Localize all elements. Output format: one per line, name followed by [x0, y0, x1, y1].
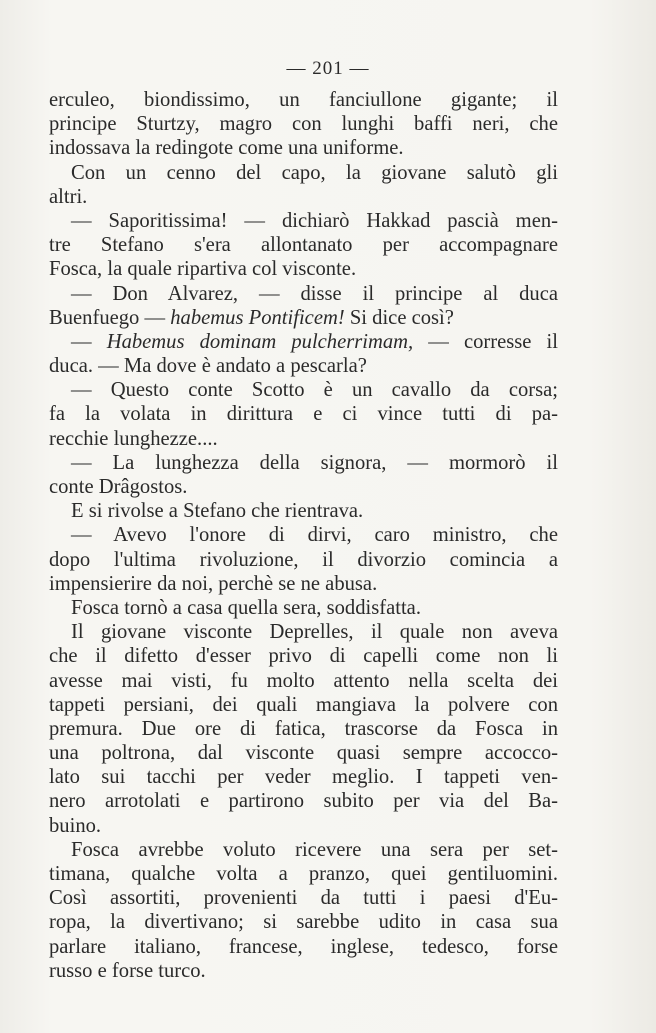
text-line: principe Sturtzy, magro con lunghi baffi neri, che	[49, 113, 558, 136]
text-line: Fosca, la quale ripartiva col visconte.	[49, 258, 357, 281]
text-line: Così assortiti, provenienti da tutti i paesi d'Eu-	[49, 887, 558, 910]
italic-latin-phrase: habemus Pontificem!	[170, 306, 345, 329]
text-line: Fosca tornò a casa quella sera, soddisfatta.	[71, 596, 421, 619]
text-line: lato sui tacchi per veder meglio. I tappeti ven-	[49, 766, 558, 789]
text-segment: —	[71, 330, 107, 353]
text-line: conte Drâgostos.	[49, 476, 188, 498]
text-line: — Don Alvarez, — disse il principe al duca	[71, 282, 558, 305]
text-line: avesse mai visti, fu molto attento nella scelta dei	[49, 669, 558, 692]
text-line: E si rivolse a Stefano che rientrava.	[71, 500, 364, 523]
text-line: fa la volata in dirittura e ci vince tutti di pa-	[49, 403, 558, 426]
text-line: — Avevo l'onore di dirvi, caro ministro, che	[71, 524, 558, 547]
text-line: parlare italiano, francese, inglese, tedesco, forse	[49, 935, 558, 958]
text-line: una poltrona, dal visconte quasi sempre accocco-	[49, 742, 558, 765]
text-segment: Si dice così?	[344, 306, 454, 329]
italic-latin-phrase: Habemus dominam pulcherrimam,	[106, 330, 414, 353]
text-line: buino.	[49, 814, 102, 837]
text-segment: — corresse il	[413, 330, 558, 353]
text-line: — Questo conte Scotto è un cavallo da corsa;	[71, 379, 558, 402]
text-line	[49, 330, 558, 354]
text-segment: Buenfuego —	[49, 306, 171, 329]
text-line: erculeo, biondissimo, un fanciullone gigante; il	[49, 89, 558, 111]
text-line: timana, qualche volta a pranzo, quei gentiluomini.	[49, 863, 558, 885]
text-line: Il giovane visconte Deprelles, il quale non aveva	[71, 621, 558, 644]
text-line: premura. Due ore di fatica, trascorse da Fosca in	[49, 717, 558, 740]
text-line: nero arrotolati e partirono subito per via del Ba-	[49, 790, 558, 813]
text-line: Con un cenno del capo, la giovane salutò gli	[71, 161, 558, 184]
text-line: duca. — Ma dove è andato a pescarla?	[49, 355, 367, 378]
text-line: impensierire da noi, perchè se ne abusa.	[49, 572, 378, 595]
text-line: dopo l'ultima rivoluzione, il divorzio comincia a	[49, 548, 558, 571]
text-line: — La lunghezza della signora, — mormorò il	[71, 451, 558, 474]
text-line: — Saporitissima! — dichiarò Hakkad pascià men-	[71, 209, 558, 232]
text-line: tappeti persiani, dei quali mangiava la polvere con	[49, 693, 558, 716]
text-line: Fosca avrebbe voluto ricevere una sera per set-	[71, 838, 558, 861]
text-line: recchie lunghezze....	[49, 427, 218, 450]
text-line: russo e forse turco.	[49, 959, 206, 982]
text-line: tre Stefano s'era allontanato per accompagnare	[49, 234, 558, 257]
text-line: che il difetto d'esser privo di capelli come non li	[49, 645, 558, 668]
text-line	[49, 306, 558, 330]
body-text	[49, 88, 558, 983]
text-line: ropa, la divertivano; si sarebbe udito in casa sua	[49, 911, 558, 934]
text-line: indossava la redingote come una uniforme.	[49, 137, 404, 160]
text-line: altri.	[49, 185, 88, 208]
page-number: — 201 —	[286, 58, 370, 79]
